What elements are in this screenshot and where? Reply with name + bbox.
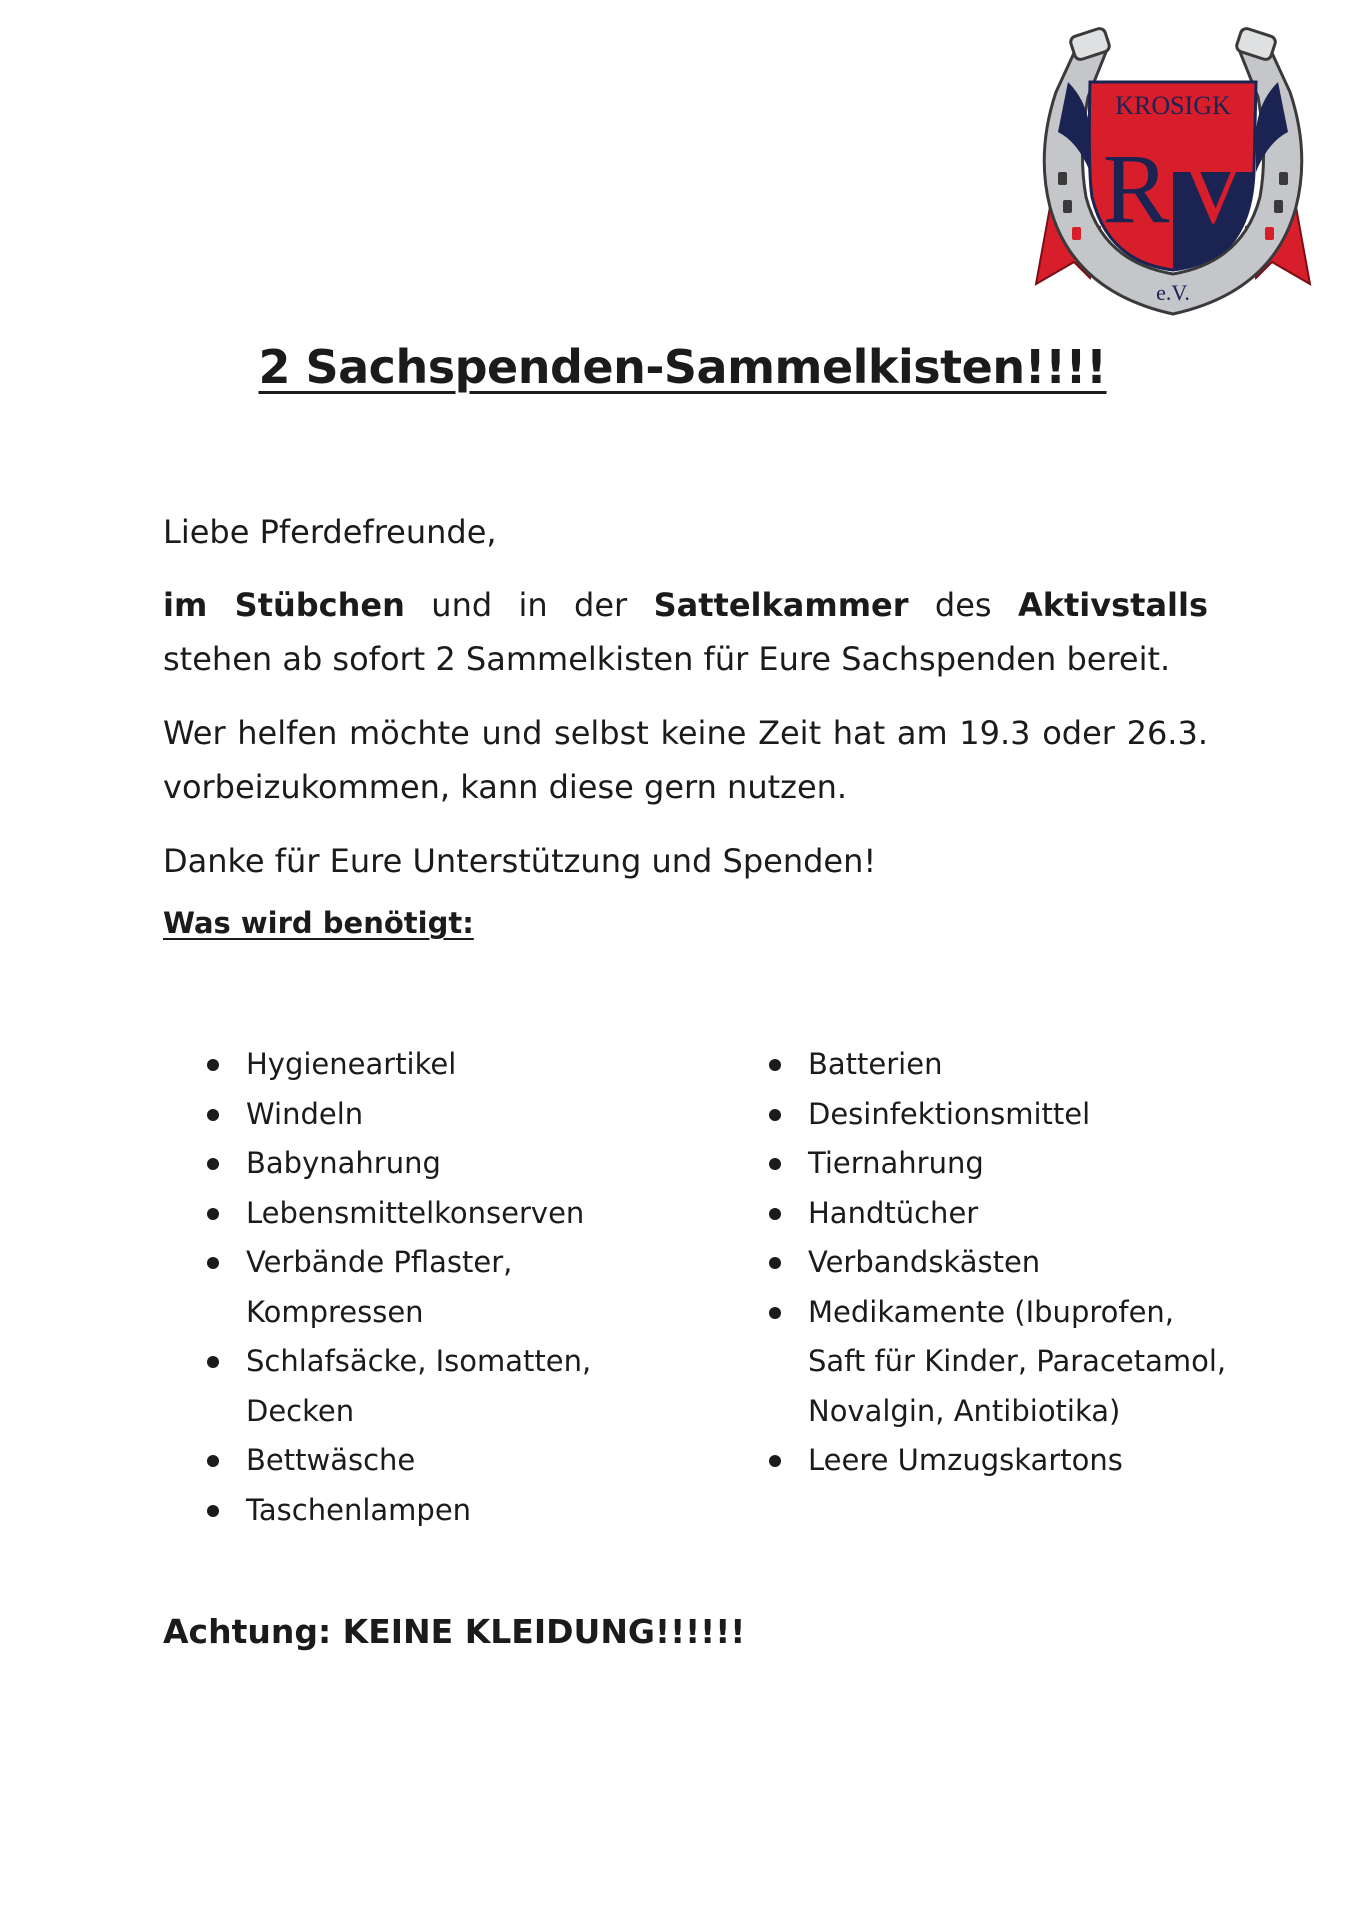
bullet-icon xyxy=(769,1307,781,1319)
list-item-text: Tiernahrung xyxy=(808,1146,984,1180)
bullet-icon xyxy=(769,1158,781,1170)
list-item-text: Desinfektionsmittel xyxy=(808,1096,1091,1131)
bullet-icon xyxy=(769,1059,781,1071)
logo-nail-hole xyxy=(1279,172,1288,185)
list-item-text: Handtücher xyxy=(808,1195,979,1230)
list-item-text: Batterien xyxy=(808,1047,943,1081)
list-item xyxy=(762,1436,1232,1486)
bullet-icon xyxy=(207,1158,219,1170)
bullet-icon xyxy=(769,1208,781,1220)
club-logo xyxy=(1028,22,1318,322)
paragraph-dates: Wer helfen möchte und selbst keine Zeit hat am 19.3 oder 26.3. vorbeizukommen, kann diese gern nutzen. xyxy=(163,714,1208,806)
list-item-text: Babynahrung xyxy=(246,1146,441,1180)
list-item-text: Leere Umzugskartons xyxy=(808,1443,1123,1477)
logo-bottom-text: e.V. xyxy=(1156,280,1190,305)
list-item xyxy=(200,1436,640,1486)
donation-list-right xyxy=(762,1040,1232,1486)
greeting: Liebe Pferdefreunde, xyxy=(163,513,497,551)
bullet-icon xyxy=(769,1455,781,1467)
list-item-text: Schlafsäcke, Isomatten, Decken xyxy=(246,1344,592,1428)
paragraph-text: und in der xyxy=(404,586,654,624)
needed-heading: Was wird benötigt: xyxy=(163,906,474,940)
list-item xyxy=(200,1040,640,1090)
bullet-icon xyxy=(207,1356,219,1368)
paragraph-locations xyxy=(163,578,1208,686)
logo-top-text: KROSIGK xyxy=(1115,91,1231,120)
location-aktivstall: Aktivstalls xyxy=(1017,586,1209,624)
list-item xyxy=(200,1090,640,1140)
logo-nail-hole xyxy=(1274,200,1283,213)
list-item xyxy=(762,1288,1232,1437)
list-item xyxy=(762,1238,1232,1288)
page-title: 2 Sachspenden-Sammelkisten!!!! xyxy=(258,340,1107,394)
bullet-icon xyxy=(207,1505,219,1517)
bullet-icon xyxy=(207,1257,219,1269)
list-item xyxy=(200,1189,640,1239)
location-sattelkammer: Sattelkammer xyxy=(653,586,909,624)
list-item-text: Bettwäsche xyxy=(246,1443,416,1477)
list-item xyxy=(762,1040,1232,1090)
logo-nail-hole xyxy=(1063,200,1072,213)
list-item-text: Verbände Pflaster, Kompressen xyxy=(246,1245,513,1329)
bullet-icon xyxy=(207,1455,219,1467)
warning-no-clothing: Achtung: KEINE KLEIDUNG!!!!!! xyxy=(163,1612,746,1651)
bullet-icon xyxy=(207,1109,219,1121)
logo-monogram-v: V xyxy=(1176,133,1250,244)
location-stuebchen: im Stübchen xyxy=(163,586,405,624)
logo-monogram-r: R xyxy=(1102,133,1170,244)
bullet-icon xyxy=(207,1059,219,1071)
list-item xyxy=(762,1090,1232,1140)
paragraph-thanks: Danke für Eure Unterstützung und Spenden! xyxy=(163,842,877,880)
donation-list-left xyxy=(200,1040,640,1535)
list-item-text: Windeln xyxy=(246,1096,364,1131)
list-item xyxy=(762,1139,1232,1189)
logo-nail-hole xyxy=(1072,227,1081,240)
bullet-icon xyxy=(769,1109,781,1121)
bullet-icon xyxy=(769,1257,781,1269)
logo-nail-hole xyxy=(1058,172,1067,185)
list-item xyxy=(200,1238,640,1337)
list-item xyxy=(200,1337,640,1436)
list-item xyxy=(200,1486,640,1536)
paragraph-text: des xyxy=(908,586,1018,624)
list-item-text: Verbandskästen xyxy=(808,1245,1041,1279)
list-item-text: Medikamente (Ibuprofen, Saft für Kinder, Paracetamol, Novalgin, Antibiotika) xyxy=(808,1294,1227,1428)
paragraph-text: stehen ab sofort 2 Sammelkisten für Eure Sachspenden bereit. xyxy=(163,640,1171,678)
logo-nail-hole xyxy=(1265,227,1274,240)
list-item xyxy=(762,1189,1232,1239)
list-item-text: Hygieneartikel xyxy=(246,1047,457,1081)
list-item-text: Lebensmittelkonserven xyxy=(246,1195,585,1230)
list-item xyxy=(200,1139,640,1189)
list-item-text: Taschenlampen xyxy=(246,1492,472,1527)
bullet-icon xyxy=(207,1208,219,1220)
